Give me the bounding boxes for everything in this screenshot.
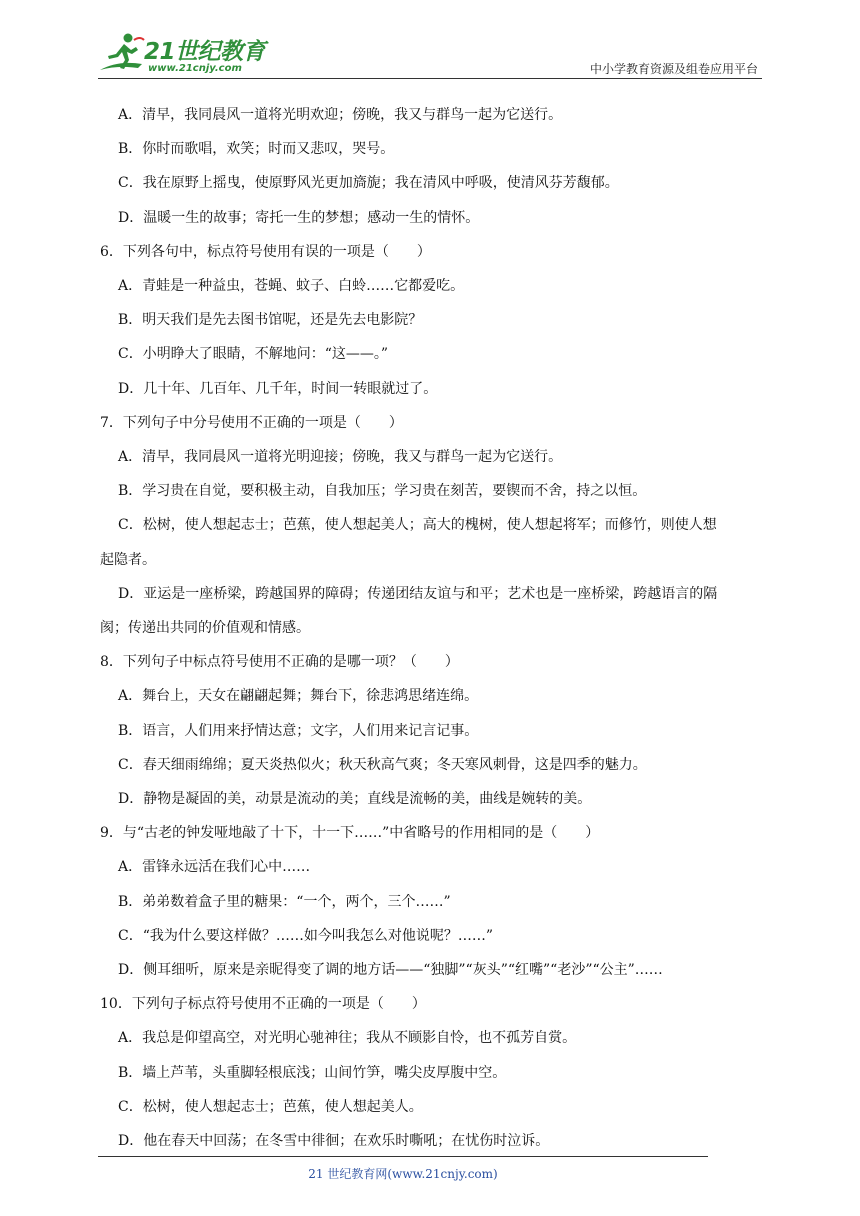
logo-url: www.21cnjy.com	[148, 63, 242, 74]
page-header	[98, 30, 762, 82]
footer-divider	[98, 1156, 708, 1157]
option-line: C．小明睁大了眼睛，不解地问：“这——。”	[118, 346, 389, 363]
option-line: D．几十年、几百年、几千年，时间一转眼就过了。	[118, 380, 438, 397]
site-logo	[98, 30, 268, 80]
footer-text: 21 世纪教育网(www.21cnjy.com)	[308, 1167, 498, 1181]
option-line: A．雷锋永远活在我们心中……	[118, 859, 311, 876]
option-line: C．松树，使人想起志士；芭蕉，使人想起美人。	[118, 1098, 423, 1115]
option-line: B．学习贵在自觉，要积极主动，自我加压；学习贵在刻苦，要锲而不舍，持之以恒。	[118, 483, 647, 500]
option-line: B．你时而歌唱，欢笑；时而又悲叹，哭号。	[118, 141, 395, 158]
option-line: C．松树，使人想起志士；芭蕉，使人想起美人；高大的槐树，使人想起将军；而修竹，则使人想	[118, 517, 717, 534]
option-line: D．温暖一生的故事；寄托一生的梦想；感动一生的情怀。	[118, 209, 480, 226]
option-line: A．清早，我同晨风一道将光明迎接；傍晚，我又与群鸟一起为它送行。	[118, 449, 563, 466]
option-line: B．墙上芦苇，头重脚轻根底浅；山间竹笋，嘴尖皮厚腹中空。	[118, 1064, 507, 1081]
option-line: D．静物是凝固的美，动景是流动的美；直线是流畅的美，曲线是婉转的美。	[118, 791, 592, 808]
option-line: C．春天细雨绵绵；夏天炎热似火；秋天秋高气爽；冬天寒风刺骨，这是四季的魅力。	[118, 756, 647, 773]
question-stem: 9．与“古老的钟发哑地敲了十下，十一下……”中省略号的作用相同的是（ ）	[100, 825, 600, 842]
option-line: D．亚运是一座桥梁，跨越国界的障碍；传递团结友谊与和平；艺术也是一座桥梁，跨越语言的隔	[118, 585, 718, 602]
logo-text: 21世纪教育	[144, 39, 266, 65]
option-line: C．“我为什么要这样做？……如今叫我怎么对他说呢？……”	[118, 927, 494, 944]
question-stem: 6．下列各句中，标点符号使用有误的一项是（ ）	[100, 243, 431, 260]
option-line: D．他在春天中回荡；在冬雪中徘徊；在欢乐时嘶吼；在忧伤时泣诉。	[118, 1133, 550, 1150]
option-line: A．清早，我同晨风一道将光明欢迎；傍晚，我又与群鸟一起为它送行。	[118, 107, 563, 123]
option-continuation: 阂；传递出共同的价值观和情感。	[100, 620, 310, 637]
header-divider	[98, 78, 762, 79]
runner-icon	[98, 30, 146, 76]
option-line: D．侧耳细听，原来是亲昵得变了调的地方话——“独脚”“灰头”“红嘴”“老沙”“公主”……	[118, 962, 663, 979]
platform-name: 中小学教育资源及组卷应用平台	[589, 62, 758, 76]
option-line: A．青蛙是一种益虫，苍蝇、蚊子、白蛉……它都爱吃。	[118, 278, 465, 295]
question-stem: 7．下列句子中分号使用不正确的一项是（ ）	[100, 414, 403, 431]
question-content	[98, 98, 762, 1158]
option-line: A．我总是仰望高空，对光明心驰神往；我从不顾影自怜，也不孤芳自赏。	[118, 1030, 577, 1047]
option-line: B．语言，人们用来抒情达意；文字，人们用来记言记事。	[118, 722, 479, 739]
question-stem: 10．下列句子标点符号使用不正确的一项是（ ）	[100, 996, 426, 1013]
option-line: B．明天我们是先去图书馆呢，还是先去电影院？	[118, 312, 423, 329]
option-continuation: 起隐者。	[100, 551, 156, 568]
option-line: A．舞台上，天女在翩翩起舞；舞台下，徐悲鸿思绪连绵。	[118, 688, 479, 705]
question-stem: 8．下列句子中标点符号使用不正确的是哪一项？（ ）	[100, 654, 459, 671]
option-line: C．我在原野上摇曳，使原野风光更加旖旎；我在清风中呼吸，使清风芬芳馥郁。	[118, 175, 619, 192]
option-line: B．弟弟数着盒子里的糖果：“一个，两个，三个……”	[118, 893, 451, 910]
